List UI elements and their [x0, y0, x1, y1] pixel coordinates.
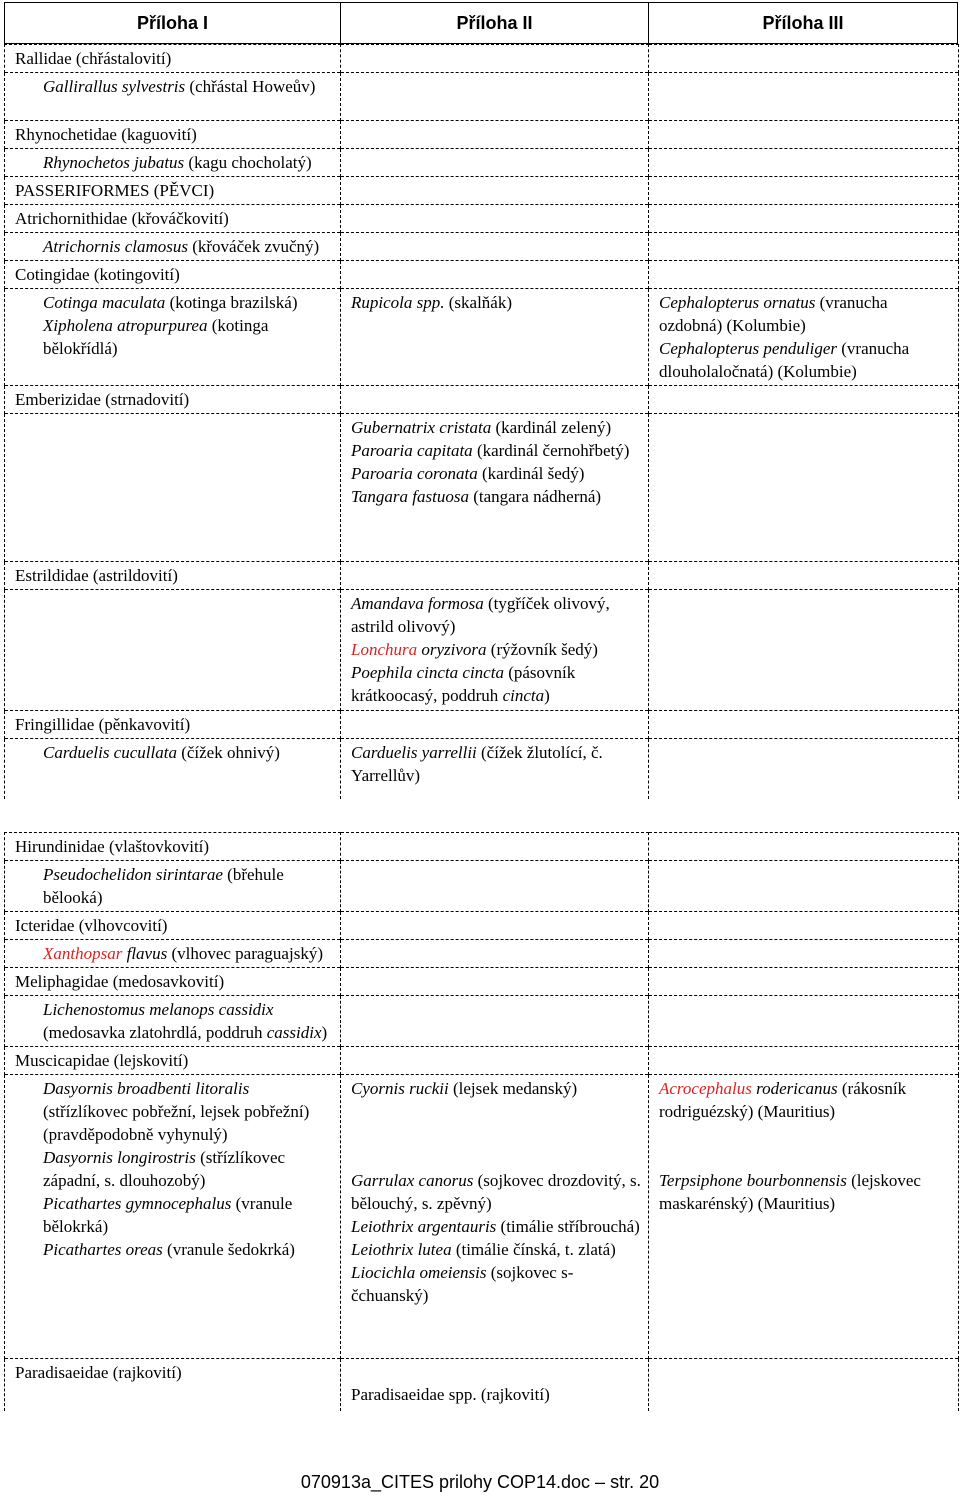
table-row: [5, 121, 959, 149]
species-emberizidae-app2: [341, 414, 649, 562]
table-row: [5, 833, 959, 861]
family-meliphagidae: Meliphagidae (medosavkovití): [5, 968, 341, 996]
species-cotingidae-app1: [5, 289, 341, 386]
family-muscicapidae: Muscicapidae (lejskovití): [5, 1047, 341, 1075]
species-lichenostomus: Lichenostomus melanops cassidix (medosavka zlatohrdlá, poddruh cassidix): [5, 996, 341, 1047]
species-pseudochelidon: Pseudochelidon sirintarae (břehule bělooká): [5, 861, 341, 912]
table-row: [5, 289, 959, 386]
species-acrocephalus: Acrocephalus rodericanus (rákosník rodriguézský) (Mauritius): [659, 1079, 907, 1121]
table-row: [5, 414, 959, 562]
species-atrichornis: Atrichornis clamosus (křováček zvučný): [5, 233, 341, 261]
species-paroaria-capitata: Paroaria capitata (kardinál černohřbetý): [351, 441, 630, 460]
family-hirundinidae: Hirundinidae (vlaštovkovití): [5, 833, 341, 861]
order-passeriformes: PASSERIFORMES (PĚVCI): [5, 177, 341, 205]
table-row: [5, 739, 959, 799]
species-cyornis: Cyornis ruckii (lejsek medanský): [351, 1079, 578, 1098]
species-picathartes-oreas: Picathartes oreas (vranule šedokrká): [43, 1240, 295, 1259]
species-terpsiphone: Terpsiphone bourbonnensis (lejskovec maskarénský) (Mauritius): [659, 1171, 921, 1213]
species-dasyornis-longirostris: Dasyornis longirostris (střízlíkovec západní, s. dlouhozobý): [43, 1148, 286, 1190]
species-tangara: Tangara fastuosa (tangara nádherná): [351, 487, 602, 506]
species-gubernatrix: Gubernatrix cristata (kardinál zelený): [351, 418, 612, 437]
table-row: [5, 149, 959, 177]
species-leiothrix-lutea: Leiothrix lutea (timálie čínská, t. zlatá): [351, 1240, 616, 1259]
species-leiothrix-argentauris: Leiothrix argentauris (timálie stříbrouchá): [351, 1217, 640, 1236]
table-row: [5, 562, 959, 590]
header-appendix-3: Příloha III: [648, 2, 958, 44]
family-atrichornithidae: Atrichornithidae (křováčkovití): [5, 205, 341, 233]
table-row: [5, 912, 959, 940]
species-dasyornis-broadbenti: Dasyornis broadbenti litoralis (střízlíkovec pobřežní, lejsek pobřežní) (pravděpodobně vyhynulý): [43, 1079, 310, 1144]
table-row: [5, 45, 959, 73]
header-appendix-2: Příloha II: [340, 2, 648, 44]
species-cephalopterus-penduliger: Cephalopterus penduliger (vranucha dlouholaločnatá) (Kolumbie): [659, 339, 910, 381]
species-paroaria-coronata: Paroaria coronata (kardinál šedý): [351, 464, 585, 483]
species-gallirallus: Gallirallus sylvestris (chřástal Howeův): [5, 73, 341, 121]
family-paradisaeidae: Paradisaeidae (rajkovití): [5, 1359, 341, 1411]
family-emberizidae: Emberizidae (strnadovití): [5, 386, 341, 414]
species-paradisaeidae-spp: Paradisaeidae spp. (rajkovití): [341, 1359, 649, 1411]
family-rhynochetidae: Rhynochetidae (kaguovití): [5, 121, 341, 149]
table-row: [5, 261, 959, 289]
species-carduelis-cucullata: Carduelis cucullata (čížek ohnivý): [5, 739, 341, 799]
table-row: [5, 590, 959, 711]
table-row: [5, 1075, 959, 1359]
species-poephila: Poephila cincta cincta (pásovník krátkoocasý, poddruh cincta): [351, 663, 576, 705]
table-row: [5, 233, 959, 261]
species-table-bottom: [4, 832, 959, 1411]
species-xipholena: Xipholena atropurpurea (kotinga bělokřídlá): [43, 316, 269, 358]
species-xanthopsar: Xanthopsar flavus (vlhovec paraguajský): [5, 940, 341, 968]
species-cotingidae-app3: [649, 289, 959, 386]
species-carduelis-yarrellii: Carduelis yarrellii (čížek žlutolící, č. Yarrellův): [341, 739, 649, 799]
table-row: [5, 711, 959, 739]
header-appendix-1: Příloha I: [4, 2, 340, 44]
table-row: [5, 1047, 959, 1075]
table-row: [5, 73, 959, 121]
species-garrulax: Garrulax canorus (sojkovec drozdovitý, s. bělouchý, s. zpěvný): [351, 1171, 641, 1213]
family-estrildidae: Estrildidae (astrildovití): [5, 562, 341, 590]
species-table-top: [4, 44, 959, 799]
table-row: [5, 940, 959, 968]
species-rhynochetos: Rhynochetos jubatus (kagu chocholatý): [5, 149, 341, 177]
species-amandava: Amandava formosa (tygříček olivový, astrild olivový): [351, 594, 610, 636]
table-row: [5, 1359, 959, 1411]
table-row: [5, 386, 959, 414]
species-rupicola: Rupicola spp. (skalňák): [341, 289, 649, 386]
table-row: [5, 861, 959, 912]
species-lonchura: Lonchura oryzivora (rýžovník šedý): [351, 640, 598, 659]
family-fringillidae: Fringillidae (pěnkavovití): [5, 711, 341, 739]
table-row: [5, 177, 959, 205]
family-rallidae: Rallidae (chřástalovití): [5, 45, 341, 73]
species-estrildidae-app2: [341, 590, 649, 711]
species-muscicapidae-app1: [5, 1075, 341, 1359]
table-row: [5, 205, 959, 233]
table-row: [5, 968, 959, 996]
table-row: [5, 996, 959, 1047]
species-cephalopterus-ornatus: Cephalopterus ornatus (vranucha ozdobná) (Kolumbie): [659, 293, 888, 335]
species-liocichla: Liocichla omeiensis (sojkovec s-čchuanský): [351, 1263, 574, 1305]
family-icteridae: Icteridae (vlhovcovití): [5, 912, 341, 940]
species-picathartes-gymnocephalus: Picathartes gymnocephalus (vranule bělokrká): [43, 1194, 293, 1236]
family-cotingidae: Cotingidae (kotingovití): [5, 261, 341, 289]
species-muscicapidae-app3: [649, 1075, 959, 1359]
page-footer: 070913a_CITES prilohy COP14.doc – str. 20: [300, 1472, 660, 1492]
species-cotinga: Cotinga maculata (kotinga brazilská): [43, 293, 298, 312]
species-muscicapidae-app2: [341, 1075, 649, 1359]
